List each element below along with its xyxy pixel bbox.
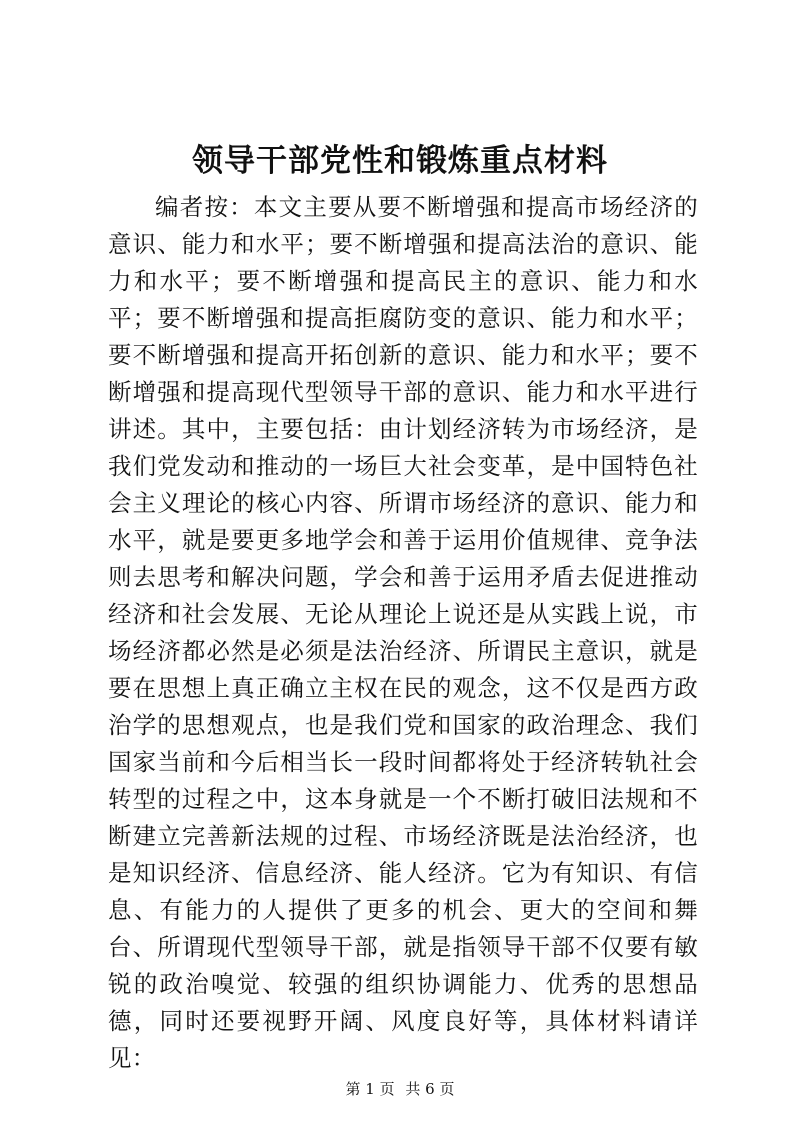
page-number: 第 1 页 (345, 1080, 395, 1098)
page-footer (0, 1079, 800, 1099)
document-body-paragraph: 编者按：本文主要从要不断增强和提高市场经济的意识、能力和水平；要不断增强和提高法治的意识、能力和水平；要不断增强和提高民主的意识、能力和水平；要不断增强和提高拒腐防变的意识、能力和水平；要不断增强和提高开拓创新的意识、能力和水平；要不断增强和提高现代型领导干部的意识、能力和水平进行讲述。其中，主要包括：由计划经济转为市场经济，是我们党发动和推动的一场巨大社会变革，是中国特色社会主义理论的核心内容、所谓市场经济的意识、能力和水平，就是要更多地学会和善于运用价值规律、竞争法则去思考和解决问题，学会和善于运用矛盾去促进推动经济和社会发展、无论从理论上说还是从实践上说，市场经济都必然是必须是法治经济、所谓民主意识，就是要在思想上真正确立主权在民的观念，这不仅是西方政治学的思想观点，也是我们党和国家的政治理念、我们国家当前和今后相当长一段时间都将处于经济转轨社会转型的过程之中，这本身就是一个不断打破旧法规和不断建立完善新法规的过程、市场经济既是法治经济，也是知识经济、信息经济、能人经济。它为有知识、有信息、有能力的人提供了更多的机会、更大的空间和舞台、所谓现代型领导干部，就是指领导干部不仅要有敏锐的政治嗅觉、较强的组织协调能力、优秀的思想品德，同时还要视野开阔、风度良好等，具体材料请详见： (108, 193, 698, 1072)
document-title: 领导干部党性和锻炼重点材料 (192, 143, 608, 179)
page-total: 共 6 页 (405, 1080, 455, 1098)
